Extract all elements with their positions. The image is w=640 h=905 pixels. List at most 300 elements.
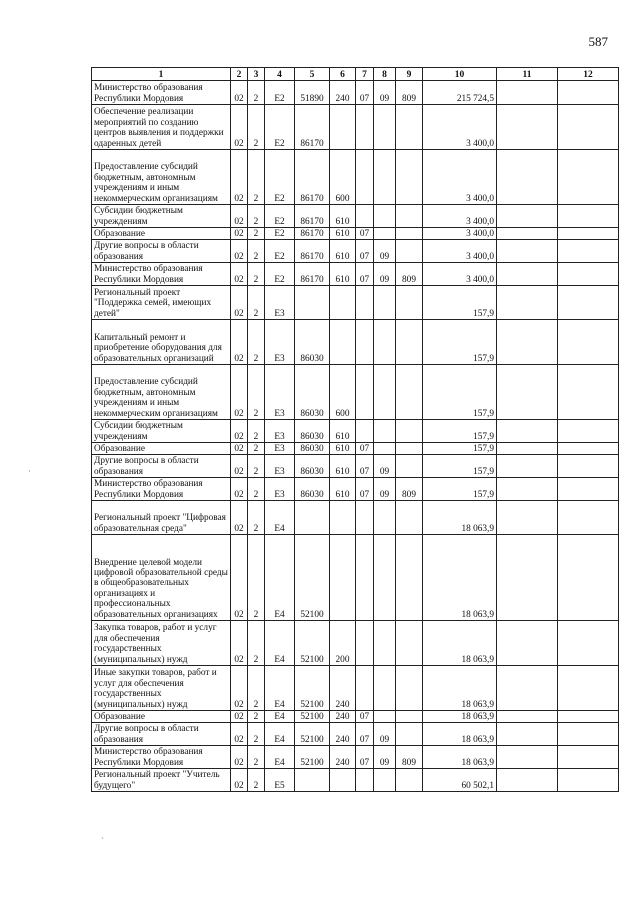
row-value-cell: 86170 [295,105,330,150]
row-value-cell [356,320,374,365]
row-name-cell: Капитальный ремонт и приобретение оборудования для образовательных организаций [92,320,231,365]
row-value-cell: 809 [396,478,423,501]
col-header: 6 [330,68,356,81]
row-value-cell: Е4 [265,711,295,723]
row-value-cell [396,501,423,535]
row-value-cell: 2 [248,320,265,365]
row-value-cell [374,501,396,535]
empty-cell [497,286,558,320]
row-value-cell: 610 [330,420,356,443]
row-value-cell: 157,9 [423,286,497,320]
empty-cell [497,501,558,535]
row-value-cell: 02 [231,443,248,455]
row-value-cell: 600 [330,365,356,420]
row-value-cell: 2 [248,228,265,240]
row-value-cell: Е4 [265,621,295,666]
header-row [92,68,619,81]
row-value-cell: Е2 [265,150,295,205]
row-value-cell: Е2 [265,105,295,150]
row-value-cell: 157,9 [423,443,497,455]
row-value-cell: 610 [330,443,356,455]
row-value-cell: Е3 [265,443,295,455]
row-value-cell [374,420,396,443]
row-name-cell: Образование [92,228,231,240]
table-row [92,81,619,105]
row-name-cell: Внедрение целевой модели цифровой образовательной среды в общеобразовательных организациях и профессиональных образовательных организациях [92,535,231,621]
col-header: 11 [497,68,558,81]
empty-cell [497,746,558,769]
row-value-cell [374,666,396,711]
row-value-cell: 157,9 [423,478,497,501]
row-value-cell: 240 [330,746,356,769]
row-value-cell: 610 [330,478,356,501]
row-value-cell: Е2 [265,81,295,105]
empty-cell [558,621,619,666]
row-name-cell: Другие вопросы в области образования [92,240,231,263]
row-value-cell: 18 063,9 [423,666,497,711]
row-value-cell: 2 [248,666,265,711]
row-name-cell: Предоставление субсидий бюджетным, автономным учреждениям и иным некоммерческим организациям [92,150,231,205]
row-name-cell: Региональный проект "Учитель будущего" [92,769,231,792]
row-value-cell [356,501,374,535]
row-value-cell: 09 [374,723,396,746]
row-value-cell: 200 [330,621,356,666]
row-value-cell: 610 [330,240,356,263]
row-value-cell: 07 [356,746,374,769]
row-value-cell [396,666,423,711]
empty-cell [497,365,558,420]
row-name-cell: Образование [92,711,231,723]
row-value-cell: 18 063,9 [423,711,497,723]
row-value-cell: 240 [330,711,356,723]
row-value-cell: 610 [330,228,356,240]
empty-cell [558,105,619,150]
table-row [92,769,619,792]
empty-cell [497,666,558,711]
row-value-cell: 52100 [295,746,330,769]
row-name-cell: Закупка товаров, работ и услуг для обеспечения государственных (муниципальных) нужд [92,621,231,666]
row-name-cell: Министерство образования Республики Мордовия [92,81,231,105]
empty-cell [497,455,558,478]
row-value-cell [396,228,423,240]
row-value-cell: 86170 [295,205,330,228]
row-value-cell: Е2 [265,263,295,286]
row-value-cell: 2 [248,443,265,455]
row-value-cell: Е2 [265,240,295,263]
empty-cell [497,420,558,443]
table-row [92,420,619,443]
row-value-cell: Е4 [265,501,295,535]
row-name-cell: Обеспечение реализации мероприятий по созданию центров выявления и поддержки одаренных детей [92,105,231,150]
row-value-cell: Е4 [265,666,295,711]
empty-cell [497,711,558,723]
empty-cell [558,420,619,443]
empty-cell [558,150,619,205]
row-value-cell: 86030 [295,443,330,455]
empty-cell [558,443,619,455]
row-value-cell: 02 [231,769,248,792]
row-value-cell: 51890 [295,81,330,105]
empty-cell [497,228,558,240]
row-value-cell [374,320,396,365]
row-value-cell [330,769,356,792]
row-value-cell: 07 [356,240,374,263]
empty-cell [497,723,558,746]
empty-cell [558,478,619,501]
row-value-cell [356,666,374,711]
row-value-cell: 52100 [295,711,330,723]
row-value-cell: 610 [330,263,356,286]
row-value-cell: Е4 [265,535,295,621]
table-row [92,320,619,365]
table-row [92,621,619,666]
row-value-cell: 02 [231,263,248,286]
row-value-cell [396,205,423,228]
empty-cell [558,769,619,792]
budget-table [91,67,619,792]
row-value-cell: 02 [231,240,248,263]
row-value-cell: 2 [248,711,265,723]
table-row [92,228,619,240]
empty-cell [558,286,619,320]
row-value-cell: 02 [231,455,248,478]
table-row [92,666,619,711]
row-value-cell: 07 [356,478,374,501]
row-value-cell [396,420,423,443]
row-value-cell: 86030 [295,420,330,443]
row-value-cell: Е2 [265,205,295,228]
row-value-cell [374,365,396,420]
row-value-cell: 2 [248,150,265,205]
row-value-cell: 07 [356,455,374,478]
row-name-cell: Министерство образования Республики Мордовия [92,746,231,769]
row-value-cell: 600 [330,150,356,205]
row-value-cell: Е3 [265,286,295,320]
row-value-cell: 2 [248,365,265,420]
row-value-cell: 18 063,9 [423,746,497,769]
row-value-cell [330,105,356,150]
empty-cell [497,320,558,365]
row-value-cell: 809 [396,746,423,769]
empty-cell [558,81,619,105]
row-value-cell: 86030 [295,320,330,365]
scan-mark: · [28,466,31,476]
row-value-cell: 07 [356,228,374,240]
empty-cell [497,621,558,666]
row-name-cell: Иные закупки товаров, работ и услуг для обеспечения государственных (муниципальных) нужд [92,666,231,711]
row-name-cell: Министерство образования Республики Мордовия [92,478,231,501]
table-row [92,746,619,769]
row-value-cell: Е2 [265,228,295,240]
row-value-cell: 86030 [295,365,330,420]
col-header: 3 [248,68,265,81]
row-value-cell [396,150,423,205]
row-value-cell: Е3 [265,478,295,501]
row-value-cell: 3 400,0 [423,240,497,263]
empty-cell [558,666,619,711]
row-value-cell: 2 [248,263,265,286]
row-value-cell: 02 [231,501,248,535]
table-row [92,263,619,286]
row-value-cell: 86170 [295,240,330,263]
row-value-cell: 02 [231,320,248,365]
row-value-cell: 2 [248,240,265,263]
row-name-cell: Другие вопросы в области образования [92,455,231,478]
empty-cell [558,723,619,746]
row-value-cell: 2 [248,478,265,501]
empty-cell [558,746,619,769]
row-value-cell: 2 [248,746,265,769]
table-row [92,501,619,535]
row-value-cell: 02 [231,621,248,666]
row-value-cell [374,286,396,320]
row-value-cell: 157,9 [423,455,497,478]
empty-cell [558,711,619,723]
row-value-cell [396,723,423,746]
row-value-cell [356,286,374,320]
row-value-cell: 18 063,9 [423,621,497,666]
row-value-cell [374,535,396,621]
row-value-cell: 02 [231,150,248,205]
col-header: 12 [558,68,619,81]
row-value-cell [330,535,356,621]
empty-cell [558,365,619,420]
row-value-cell: 610 [330,205,356,228]
row-value-cell: 610 [330,455,356,478]
row-value-cell: 2 [248,205,265,228]
empty-cell [558,320,619,365]
row-value-cell: 02 [231,286,248,320]
table-row [92,535,619,621]
row-value-cell [356,105,374,150]
row-name-cell: Образование [92,443,231,455]
row-value-cell [330,286,356,320]
row-value-cell: 60 502,1 [423,769,497,792]
row-value-cell: 09 [374,746,396,769]
row-name-cell: Министерство образования Республики Мордовия [92,263,231,286]
row-value-cell: 02 [231,81,248,105]
page-number: 587 [588,34,608,49]
row-value-cell: 52100 [295,535,330,621]
row-value-cell [356,365,374,420]
table-row [92,365,619,420]
empty-cell [497,205,558,228]
empty-cell [558,263,619,286]
table-row [92,478,619,501]
table-row [92,150,619,205]
row-value-cell: 2 [248,501,265,535]
row-value-cell [330,501,356,535]
row-name-cell: Субсидии бюджетным учреждениям [92,420,231,443]
row-name-cell: Региональный проект "Поддержка семей, имеющих детей" [92,286,231,320]
row-value-cell: 18 063,9 [423,723,497,746]
row-value-cell [356,621,374,666]
row-value-cell: 02 [231,420,248,443]
row-value-cell: 240 [330,666,356,711]
row-value-cell [295,286,330,320]
row-value-cell: 18 063,9 [423,501,497,535]
row-value-cell: 02 [231,478,248,501]
col-header: 8 [374,68,396,81]
row-name-cell: Субсидии бюджетным учреждениям [92,205,231,228]
row-value-cell: 3 400,0 [423,105,497,150]
row-value-cell: 09 [374,455,396,478]
empty-cell [497,105,558,150]
row-value-cell [374,150,396,205]
row-value-cell: Е3 [265,320,295,365]
row-value-cell [374,621,396,666]
col-header: 1 [92,68,231,81]
empty-cell [497,263,558,286]
row-value-cell: 2 [248,420,265,443]
row-value-cell: 09 [374,478,396,501]
row-value-cell [374,205,396,228]
table-row [92,711,619,723]
col-header: 4 [265,68,295,81]
row-name-cell: Другие вопросы в области образования [92,723,231,746]
row-value-cell: 157,9 [423,365,497,420]
row-value-cell: 02 [231,711,248,723]
row-value-cell [374,711,396,723]
row-value-cell [374,105,396,150]
row-value-cell: 3 400,0 [423,228,497,240]
row-value-cell [374,769,396,792]
empty-cell [558,455,619,478]
col-header: 9 [396,68,423,81]
row-value-cell: Е5 [265,769,295,792]
row-value-cell [356,420,374,443]
empty-cell [497,443,558,455]
empty-cell [497,240,558,263]
row-value-cell: Е4 [265,723,295,746]
row-value-cell [374,443,396,455]
row-value-cell: 2 [248,105,265,150]
row-value-cell: 809 [396,263,423,286]
row-value-cell: 86030 [295,478,330,501]
table-row [92,455,619,478]
empty-cell [497,150,558,205]
col-header: 7 [356,68,374,81]
row-value-cell: Е3 [265,455,295,478]
row-value-cell [396,535,423,621]
row-value-cell: 02 [231,228,248,240]
row-value-cell: Е3 [265,420,295,443]
row-value-cell: 07 [356,81,374,105]
table-row [92,723,619,746]
table-row [92,105,619,150]
row-value-cell [356,205,374,228]
row-value-cell: 52100 [295,666,330,711]
empty-cell [497,535,558,621]
row-name-cell: Предоставление субсидий бюджетным, автономным учреждениям и иным некоммерческим организациям [92,365,231,420]
row-value-cell: 2 [248,535,265,621]
row-value-cell: 09 [374,81,396,105]
row-value-cell [396,443,423,455]
row-value-cell: 157,9 [423,420,497,443]
row-value-cell: 52100 [295,723,330,746]
row-value-cell: 2 [248,723,265,746]
row-value-cell: 07 [356,723,374,746]
row-value-cell: 18 063,9 [423,535,497,621]
row-value-cell: 02 [231,105,248,150]
table-row [92,205,619,228]
row-value-cell: 2 [248,286,265,320]
row-value-cell: 09 [374,240,396,263]
row-value-cell [396,621,423,666]
empty-cell [497,769,558,792]
row-value-cell: Е3 [265,365,295,420]
row-value-cell [396,320,423,365]
col-header: 2 [231,68,248,81]
row-value-cell: 240 [330,81,356,105]
row-value-cell: 809 [396,81,423,105]
row-value-cell [396,105,423,150]
row-value-cell: 240 [330,723,356,746]
row-name-cell: Региональный проект "Цифровая образовательная среда" [92,501,231,535]
row-value-cell: 3 400,0 [423,205,497,228]
row-value-cell: 2 [248,455,265,478]
row-value-cell [356,150,374,205]
row-value-cell: 157,9 [423,320,497,365]
row-value-cell: 3 400,0 [423,263,497,286]
scan-mark: ` [101,836,104,846]
row-value-cell [396,240,423,263]
row-value-cell [396,455,423,478]
row-value-cell: 07 [356,443,374,455]
row-value-cell [396,286,423,320]
row-value-cell: 52100 [295,621,330,666]
row-value-cell [295,769,330,792]
empty-cell [558,240,619,263]
empty-cell [558,228,619,240]
row-value-cell: 86030 [295,455,330,478]
row-value-cell: 2 [248,621,265,666]
row-value-cell: 02 [231,746,248,769]
row-value-cell: 2 [248,81,265,105]
row-value-cell: 02 [231,205,248,228]
row-value-cell: 2 [248,769,265,792]
row-value-cell: 86170 [295,263,330,286]
empty-cell [497,478,558,501]
row-value-cell [295,501,330,535]
col-header: 10 [423,68,497,81]
row-value-cell [396,769,423,792]
table-row [92,443,619,455]
row-value-cell: Е4 [265,746,295,769]
row-value-cell: 86170 [295,228,330,240]
empty-cell [558,501,619,535]
table-row [92,286,619,320]
row-value-cell: 02 [231,365,248,420]
table-row [92,240,619,263]
row-value-cell [330,320,356,365]
row-value-cell: 02 [231,535,248,621]
col-header: 5 [295,68,330,81]
row-value-cell: 09 [374,263,396,286]
row-value-cell: 3 400,0 [423,150,497,205]
row-value-cell [374,228,396,240]
row-value-cell [396,711,423,723]
row-value-cell: 86170 [295,150,330,205]
row-value-cell [356,769,374,792]
row-value-cell [396,365,423,420]
row-value-cell: 02 [231,723,248,746]
row-value-cell: 07 [356,711,374,723]
empty-cell [558,535,619,621]
empty-cell [497,81,558,105]
row-value-cell: 07 [356,263,374,286]
empty-cell [558,205,619,228]
